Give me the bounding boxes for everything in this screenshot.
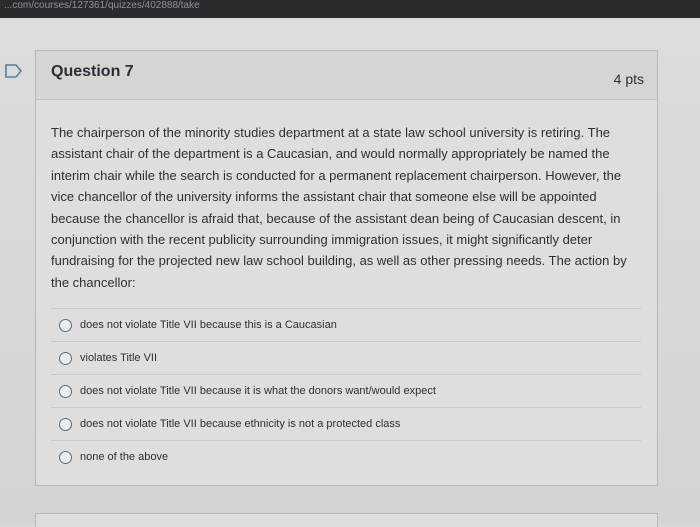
flag-question-icon[interactable] xyxy=(5,64,22,78)
answer-label: none of the above xyxy=(80,451,169,463)
answer-option-1[interactable] xyxy=(51,308,641,341)
answer-option-4[interactable] xyxy=(51,407,641,440)
radio-button[interactable] xyxy=(59,385,72,398)
question-card xyxy=(35,50,658,486)
answer-option-3[interactable] xyxy=(51,374,641,407)
answer-option-5[interactable] xyxy=(51,440,641,473)
question-points: 4 pts xyxy=(613,71,644,87)
radio-button[interactable] xyxy=(59,352,72,365)
answer-label: does not violate Title VII because this is a Caucasian xyxy=(80,319,337,331)
radio-button[interactable] xyxy=(59,418,72,431)
answer-option-2[interactable] xyxy=(51,341,641,374)
answer-label: does not violate Title VII because ethnicity is not a protected class xyxy=(80,418,401,430)
answer-label: violates Title VII xyxy=(80,352,158,364)
question-title: Question 7 xyxy=(51,63,134,80)
question-text: The chairperson of the minority studies department at a state law school university is retiring. The assistant chair of the department is a Caucasian, and would normally appropriately be named the interim chair while the search is conducted for a permanent replacement chairperson. However, the vice chancellor of the university informs the assistant chair that someone else will be appointed because the chancellor is afraid that, because of the assistant dean being of Caucasian descent, in conjunction with the recent publicity surrounding immigration issues, it might significantly deter fundraising for the projected new law school building, as well as other pressing needs. The action by the chancellor: xyxy=(51,125,627,290)
radio-button[interactable] xyxy=(59,319,72,332)
quiz-page xyxy=(0,18,700,525)
question-header xyxy=(36,51,657,100)
browser-url-bar[interactable] xyxy=(0,0,700,18)
answer-list xyxy=(51,308,641,473)
radio-button[interactable] xyxy=(59,451,72,464)
browser-url-text: ...com/courses/127361/quizzes/402888/take xyxy=(4,0,200,11)
answer-label: does not violate Title VII because it is what the donors want/would expect xyxy=(80,385,436,397)
